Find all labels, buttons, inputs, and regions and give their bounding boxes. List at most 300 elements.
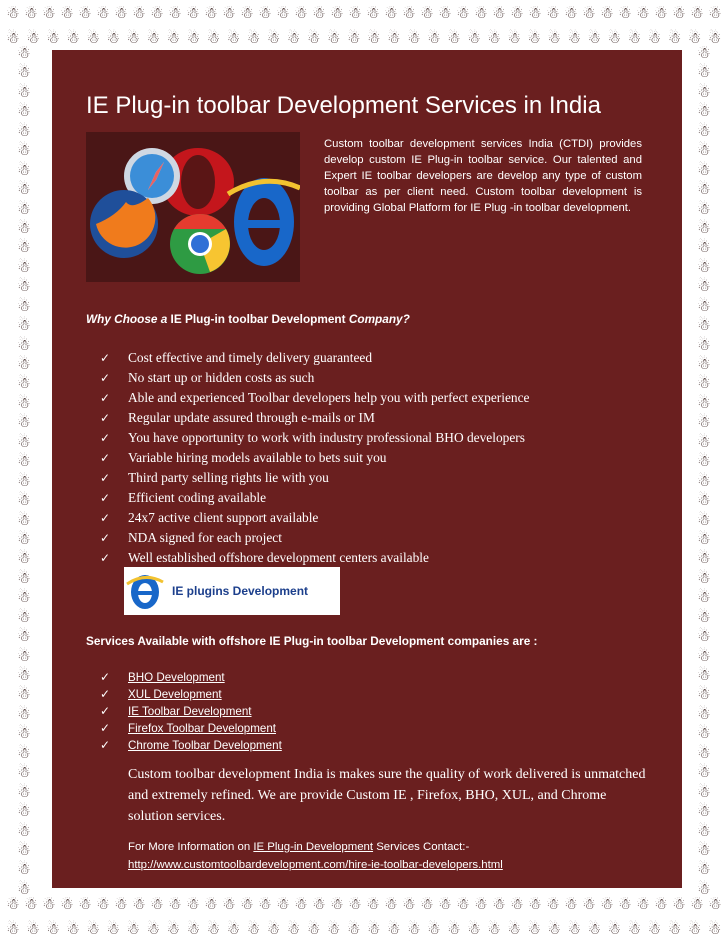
border-ornament-icon: ☃	[582, 6, 596, 22]
services-list	[100, 669, 282, 754]
border-ornament-icon: ☃	[17, 608, 31, 626]
border-ornament-icon: ☃	[697, 803, 711, 821]
service-link-ie-toolbar[interactable]: IE Toolbar Development	[128, 705, 252, 718]
border-ornament-icon: ☃	[367, 921, 381, 937]
border-ornament-icon: ☃	[17, 472, 31, 490]
border-ornament-icon: ☃	[387, 921, 401, 937]
border-ornament-icon: ☃	[46, 30, 60, 46]
border-ornament-icon: ☃	[348, 6, 362, 22]
border-ornament-icon: ☃	[607, 30, 622, 46]
border-ornament-icon: ☃	[258, 6, 272, 22]
border-ornament-icon: ☃	[697, 550, 711, 568]
border-ornament-icon: ☃	[294, 897, 308, 913]
border-ornament-icon: ☃	[26, 921, 40, 937]
border-ornament-icon: ☃	[467, 921, 481, 937]
border-ornament-icon: ☃	[667, 30, 682, 46]
border-ornament-icon: ☃	[527, 30, 541, 46]
border-ornament-icon: ☃	[17, 861, 31, 879]
border-ornament-icon: ☃	[327, 921, 341, 937]
border-ornament-icon: ☃	[487, 921, 501, 937]
border-ornament-icon: ☃	[306, 30, 321, 46]
border-ornament-icon: ☃	[17, 297, 31, 315]
contact-url-link[interactable]: http://www.customtoolbardevelopment.com/hire-ie-toolbar-developers.html	[128, 859, 503, 871]
border-ornament-icon: ☃	[276, 6, 290, 22]
border-ornament-icon: ☃	[690, 897, 704, 913]
border-ornament-icon: ☃	[6, 897, 20, 913]
checkmark-icon: ✓	[100, 491, 111, 505]
benefit-text: You have opportunity to work with industry professional BHO developers	[128, 430, 525, 445]
border-ornament-icon: ☃	[474, 897, 488, 913]
border-ornament-icon: ☃	[697, 181, 711, 199]
border-ornament-icon: ☃	[17, 705, 31, 723]
border-ornament-icon: ☃	[587, 921, 602, 937]
border-ornament-icon: ☃	[672, 897, 686, 913]
border-ornament-icon: ☃	[654, 6, 668, 22]
border-ornament-icon: ☃	[17, 569, 31, 587]
border-ornament-icon: ☃	[306, 921, 321, 937]
border-ornament-icon: ☃	[697, 200, 711, 218]
border-ornament-icon: ☃	[347, 30, 361, 46]
border-ornament-icon: ☃	[17, 783, 31, 801]
border-ornament-icon: ☃	[697, 453, 711, 471]
checkmark-icon: ✓	[100, 351, 111, 365]
border-ornament-icon: ☃	[567, 921, 582, 937]
border-ornament-icon: ☃	[168, 897, 182, 913]
checkmark-icon: ✓	[100, 511, 111, 525]
border-ornament-icon: ☃	[697, 511, 711, 529]
border-ornament-icon: ☃	[246, 30, 261, 46]
services-heading: Services Available with offshore IE Plug-in toolbar Development companies are :	[86, 634, 538, 648]
benefit-text: Third party selling rights lie with you	[128, 470, 329, 485]
border-ornament-icon: ☃	[467, 30, 481, 46]
border-ornament-icon: ☃	[546, 6, 560, 22]
border-ornament-icon: ☃	[627, 921, 642, 937]
border-ornament-icon: ☃	[697, 278, 711, 296]
decorative-border-bottom	[4, 897, 724, 937]
border-ornament-icon: ☃	[17, 433, 31, 451]
border-ornament-icon: ☃	[17, 258, 31, 276]
list-item	[100, 669, 282, 686]
border-ornament-icon: ☃	[42, 897, 56, 913]
border-ornament-icon: ☃	[697, 764, 711, 782]
border-ornament-icon: ☃	[24, 897, 38, 913]
border-ornament-icon: ☃	[226, 921, 241, 937]
border-ornament-icon: ☃	[492, 6, 506, 22]
border-ornament-icon: ☃	[607, 921, 622, 937]
border-ornament-icon: ☃	[17, 647, 31, 665]
page-title: IE Plug-in toolbar Development Services in India	[86, 92, 601, 119]
border-ornament-icon: ☃	[206, 921, 221, 937]
border-ornament-icon: ☃	[106, 30, 120, 46]
list-item	[100, 408, 529, 428]
border-ornament-icon: ☃	[17, 239, 31, 257]
border-ornament-icon: ☃	[17, 317, 31, 335]
border-ornament-icon: ☃	[600, 897, 614, 913]
border-ornament-icon: ☃	[17, 803, 31, 821]
border-ornament-icon: ☃	[447, 30, 461, 46]
benefit-text: NDA signed for each project	[128, 530, 282, 545]
border-ornament-icon: ☃	[618, 6, 632, 22]
border-ornament-icon: ☃	[647, 30, 662, 46]
border-ornament-icon: ☃	[166, 30, 181, 46]
border-ornament-icon: ☃	[266, 921, 281, 937]
border-ornament-icon: ☃	[510, 6, 524, 22]
border-ornament-icon: ☃	[17, 628, 31, 646]
border-ornament-icon: ☃	[132, 6, 146, 22]
list-item	[100, 368, 529, 388]
benefit-text: No start up or hidden costs as such	[128, 370, 315, 385]
border-ornament-icon: ☃	[17, 219, 31, 237]
benefit-text: Variable hiring models available to bets suit you	[128, 450, 387, 465]
service-link-firefox-toolbar[interactable]: Firefox Toolbar Development	[128, 722, 277, 735]
border-ornament-icon: ☃	[697, 530, 711, 548]
checkmark-icon: ✓	[100, 687, 111, 701]
checkmark-icon: ✓	[100, 670, 111, 684]
border-ornament-icon: ☃	[447, 921, 461, 937]
border-ornament-icon: ☃	[507, 30, 521, 46]
border-ornament-icon: ☃	[697, 647, 711, 665]
border-ornament-icon: ☃	[697, 667, 711, 684]
border-ornament-icon: ☃	[146, 30, 161, 46]
border-ornament-icon: ☃	[697, 841, 711, 859]
border-ornament-icon: ☃	[690, 6, 704, 22]
decorative-border-top	[4, 6, 724, 46]
border-ornament-icon: ☃	[402, 6, 416, 22]
border-ornament-icon: ☃	[697, 64, 711, 82]
border-ornament-icon: ☃	[186, 6, 200, 22]
border-ornament-icon: ☃	[527, 921, 541, 937]
list-item	[100, 720, 282, 737]
border-ornament-icon: ☃	[6, 6, 20, 22]
border-ornament-icon: ☃	[78, 897, 92, 913]
border-ornament-icon: ☃	[474, 6, 488, 22]
browser-logos-image	[86, 132, 300, 282]
border-ornament-icon: ☃	[697, 628, 711, 646]
border-ornament-icon: ☃	[697, 861, 711, 879]
why-heading-part4: Company?	[348, 312, 410, 326]
why-heading-part2: a	[160, 312, 168, 326]
border-ornament-icon: ☃	[17, 375, 31, 393]
ie-plugin-development-link[interactable]: IE Plug-in Development	[253, 841, 374, 853]
border-ornament-icon: ☃	[24, 6, 38, 22]
list-item	[100, 703, 282, 720]
service-link-xul[interactable]: XUL Development	[128, 688, 222, 701]
border-ornament-icon: ☃	[17, 336, 31, 354]
banner-label: IE plugins Development	[172, 584, 309, 598]
border-ornament-icon: ☃	[17, 64, 31, 82]
checkmark-icon: ✓	[100, 431, 111, 445]
border-ornament-icon: ☃	[276, 897, 290, 913]
checkmark-icon: ✓	[100, 551, 111, 565]
border-ornament-icon: ☃	[366, 6, 380, 22]
border-ornament-icon: ☃	[672, 6, 686, 22]
border-ornament-icon: ☃	[330, 897, 344, 913]
border-ornament-icon: ☃	[26, 30, 40, 46]
checkmark-icon: ✓	[100, 471, 111, 485]
border-ornament-icon: ☃	[294, 6, 308, 22]
border-ornament-icon: ☃	[186, 921, 201, 937]
border-ornament-icon: ☃	[407, 30, 421, 46]
benefit-text: Well established offshore development centers available	[128, 550, 429, 565]
border-ornament-icon: ☃	[487, 30, 501, 46]
border-ornament-icon: ☃	[697, 356, 711, 373]
ie-logo-icon	[124, 570, 166, 612]
checkmark-icon: ✓	[100, 451, 111, 465]
border-ornament-icon: ☃	[246, 921, 261, 937]
border-ornament-icon: ☃	[86, 30, 100, 46]
border-ornament-icon: ☃	[17, 83, 31, 101]
border-ornament-icon: ☃	[17, 822, 31, 840]
border-ornament-icon: ☃	[697, 822, 711, 840]
border-ornament-icon: ☃	[697, 258, 711, 276]
checkmark-icon: ✓	[100, 391, 111, 405]
border-ornament-icon: ☃	[17, 356, 31, 373]
why-choose-heading	[86, 312, 410, 326]
border-ornament-icon: ☃	[697, 472, 711, 490]
border-ornament-icon: ☃	[697, 569, 711, 587]
service-link-bho[interactable]: BHO Development	[128, 671, 225, 684]
border-ornament-icon: ☃	[286, 921, 301, 937]
intro-paragraph: Custom toolbar development services India (CTDI) provides develop custom IE Plug-in toolbar service. Our talented and Expert IE toolbar developers are develop any type of custom toolbar as per client need. Custom toolbar development is providing Global Platform for IE Plug -in toolbar development.	[324, 138, 642, 214]
border-ornament-icon: ☃	[507, 921, 521, 937]
border-ornament-icon: ☃	[106, 921, 120, 937]
checkmark-icon: ✓	[100, 704, 111, 718]
border-ornament-icon: ☃	[697, 219, 711, 237]
checkmark-icon: ✓	[100, 411, 111, 425]
border-ornament-icon: ☃	[6, 921, 20, 937]
border-ornament-icon: ☃	[17, 453, 31, 471]
border-ornament-icon: ☃	[60, 6, 74, 22]
border-ornament-icon: ☃	[697, 46, 711, 62]
border-ornament-icon: ☃	[697, 492, 711, 510]
border-ornament-icon: ☃	[347, 921, 361, 937]
benefit-text: Cost effective and timely delivery guaranteed	[128, 350, 373, 365]
border-ornament-icon: ☃	[206, 30, 221, 46]
border-ornament-icon: ☃	[697, 394, 711, 412]
border-ornament-icon: ☃	[697, 103, 711, 121]
border-ornament-icon: ☃	[78, 6, 92, 22]
border-ornament-icon: ☃	[17, 122, 31, 140]
benefit-text: Able and experienced Toolbar developers help you with perfect experience	[128, 390, 530, 405]
border-ornament-icon: ☃	[697, 725, 711, 743]
border-ornament-icon: ☃	[60, 897, 74, 913]
border-ornament-icon: ☃	[587, 30, 602, 46]
border-ornament-icon: ☃	[687, 921, 702, 937]
border-ornament-icon: ☃	[456, 6, 470, 22]
benefit-text: 24x7 active client support available	[128, 510, 319, 525]
border-ornament-icon: ☃	[6, 30, 20, 46]
border-ornament-icon: ☃	[697, 880, 711, 897]
document-page	[52, 50, 682, 888]
border-ornament-icon: ☃	[150, 897, 164, 913]
border-ornament-icon: ☃	[17, 278, 31, 296]
border-ornament-icon: ☃	[582, 897, 596, 913]
border-ornament-icon: ☃	[528, 6, 542, 22]
border-ornament-icon: ☃	[456, 897, 470, 913]
list-item	[100, 508, 529, 528]
border-ornament-icon: ☃	[564, 897, 578, 913]
border-ornament-icon: ☃	[312, 6, 326, 22]
border-ornament-icon: ☃	[697, 336, 711, 354]
border-ornament-icon: ☃	[86, 921, 100, 937]
border-ornament-icon: ☃	[667, 921, 682, 937]
service-link-chrome-toolbar[interactable]: Chrome Toolbar Development	[128, 739, 282, 752]
border-ornament-icon: ☃	[132, 897, 146, 913]
border-ornament-icon: ☃	[17, 686, 31, 704]
why-heading-part1: Why Choose	[86, 312, 161, 326]
list-item	[100, 686, 282, 703]
border-ornament-icon: ☃	[697, 686, 711, 704]
border-ornament-icon: ☃	[384, 6, 398, 22]
border-ornament-icon: ☃	[697, 783, 711, 801]
list-item	[100, 468, 529, 488]
border-ornament-icon: ☃	[636, 897, 650, 913]
border-ornament-icon: ☃	[66, 30, 80, 46]
border-ornament-icon: ☃	[126, 30, 140, 46]
border-ornament-icon: ☃	[17, 414, 31, 432]
decorative-border-left	[4, 46, 44, 897]
border-ornament-icon: ☃	[528, 897, 542, 913]
border-ornament-icon: ☃	[17, 764, 31, 782]
border-ornament-icon: ☃	[66, 921, 80, 937]
list-item	[100, 548, 529, 568]
contact-prefix: For More Information on	[128, 841, 254, 853]
border-ornament-icon: ☃	[17, 744, 31, 762]
contact-info	[128, 838, 668, 874]
border-ornament-icon: ☃	[17, 880, 31, 897]
border-ornament-icon: ☃	[654, 897, 668, 913]
border-ornament-icon: ☃	[438, 6, 452, 22]
border-ornament-icon: ☃	[17, 142, 31, 160]
list-item	[100, 428, 529, 448]
border-ornament-icon: ☃	[17, 550, 31, 568]
contact-suffix: Services Contact:-	[373, 841, 470, 853]
border-ornament-icon: ☃	[492, 897, 506, 913]
list-item	[100, 348, 529, 368]
border-ornament-icon: ☃	[647, 921, 662, 937]
list-item	[100, 488, 529, 508]
border-ornament-icon: ☃	[697, 744, 711, 762]
border-ornament-icon: ☃	[286, 30, 301, 46]
border-ornament-icon: ☃	[204, 897, 218, 913]
border-ornament-icon: ☃	[402, 897, 416, 913]
why-heading-part3: IE Plug-in toolbar Development	[167, 312, 349, 326]
border-ornament-icon: ☃	[697, 317, 711, 335]
border-ornament-icon: ☃	[146, 921, 161, 937]
list-item	[100, 388, 529, 408]
border-ornament-icon: ☃	[42, 6, 56, 22]
border-ornament-icon: ☃	[258, 897, 272, 913]
border-ornament-icon: ☃	[17, 725, 31, 743]
border-ornament-icon: ☃	[697, 433, 711, 451]
border-ornament-icon: ☃	[600, 6, 614, 22]
border-ornament-icon: ☃	[707, 921, 722, 937]
benefit-text: Regular update assured through e-mails or IM	[128, 410, 375, 425]
border-ornament-icon: ☃	[697, 297, 711, 315]
border-ornament-icon: ☃	[327, 30, 341, 46]
benefit-text: Efficient coding available	[128, 490, 267, 505]
border-ornament-icon: ☃	[17, 200, 31, 218]
border-ornament-icon: ☃	[546, 897, 560, 913]
border-ornament-icon: ☃	[126, 921, 140, 937]
border-ornament-icon: ☃	[186, 30, 201, 46]
checkmark-icon: ✓	[100, 531, 111, 545]
border-ornament-icon: ☃	[96, 6, 110, 22]
border-ornament-icon: ☃	[567, 30, 582, 46]
border-ornament-icon: ☃	[330, 6, 344, 22]
border-ornament-icon: ☃	[17, 511, 31, 529]
border-ornament-icon: ☃	[226, 30, 241, 46]
border-ornament-icon: ☃	[697, 239, 711, 257]
border-ornament-icon: ☃	[547, 30, 561, 46]
decorative-border-right	[684, 46, 724, 897]
border-ornament-icon: ☃	[204, 6, 218, 22]
border-ornament-icon: ☃	[17, 589, 31, 607]
border-ornament-icon: ☃	[17, 394, 31, 412]
border-ornament-icon: ☃	[46, 921, 60, 937]
border-ornament-icon: ☃	[17, 181, 31, 199]
border-ornament-icon: ☃	[266, 30, 281, 46]
border-ornament-icon: ☃	[687, 30, 702, 46]
border-ornament-icon: ☃	[17, 492, 31, 510]
border-ornament-icon: ☃	[547, 921, 561, 937]
border-ornament-icon: ☃	[438, 897, 452, 913]
border-ornament-icon: ☃	[427, 921, 441, 937]
border-ornament-icon: ☃	[697, 705, 711, 723]
border-ornament-icon: ☃	[312, 897, 326, 913]
border-ornament-icon: ☃	[384, 897, 398, 913]
border-ornament-icon: ☃	[240, 6, 254, 22]
checkmark-icon: ✓	[100, 371, 111, 385]
border-ornament-icon: ☃	[367, 30, 381, 46]
border-ornament-icon: ☃	[697, 83, 711, 101]
border-ornament-icon: ☃	[407, 921, 421, 937]
border-ornament-icon: ☃	[427, 30, 441, 46]
checkmark-icon: ✓	[100, 721, 111, 735]
border-ornament-icon: ☃	[17, 103, 31, 121]
border-ornament-icon: ☃	[708, 6, 722, 22]
border-ornament-icon: ☃	[387, 30, 401, 46]
border-ornament-icon: ☃	[114, 6, 128, 22]
border-ornament-icon: ☃	[618, 897, 632, 913]
border-ornament-icon: ☃	[17, 161, 31, 179]
border-ornament-icon: ☃	[697, 414, 711, 432]
border-ornament-icon: ☃	[697, 375, 711, 393]
border-ornament-icon: ☃	[150, 6, 164, 22]
border-ornament-icon: ☃	[348, 897, 362, 913]
border-ornament-icon: ☃	[168, 6, 182, 22]
border-ornament-icon: ☃	[420, 897, 434, 913]
border-ornament-icon: ☃	[627, 30, 642, 46]
border-ornament-icon: ☃	[240, 897, 254, 913]
list-item	[100, 737, 282, 754]
list-item	[100, 528, 529, 548]
border-ornament-icon: ☃	[697, 142, 711, 160]
border-ornament-icon: ☃	[708, 897, 722, 913]
border-ornament-icon: ☃	[17, 667, 31, 684]
border-ornament-icon: ☃	[114, 897, 128, 913]
border-ornament-icon: ☃	[17, 530, 31, 548]
border-ornament-icon: ☃	[222, 6, 236, 22]
ie-plugins-banner	[124, 567, 340, 615]
border-ornament-icon: ☃	[166, 921, 181, 937]
list-item	[100, 448, 529, 468]
border-ornament-icon: ☃	[564, 6, 578, 22]
border-ornament-icon: ☃	[510, 897, 524, 913]
border-ornament-icon: ☃	[697, 589, 711, 607]
border-ornament-icon: ☃	[697, 608, 711, 626]
border-ornament-icon: ☃	[697, 161, 711, 179]
